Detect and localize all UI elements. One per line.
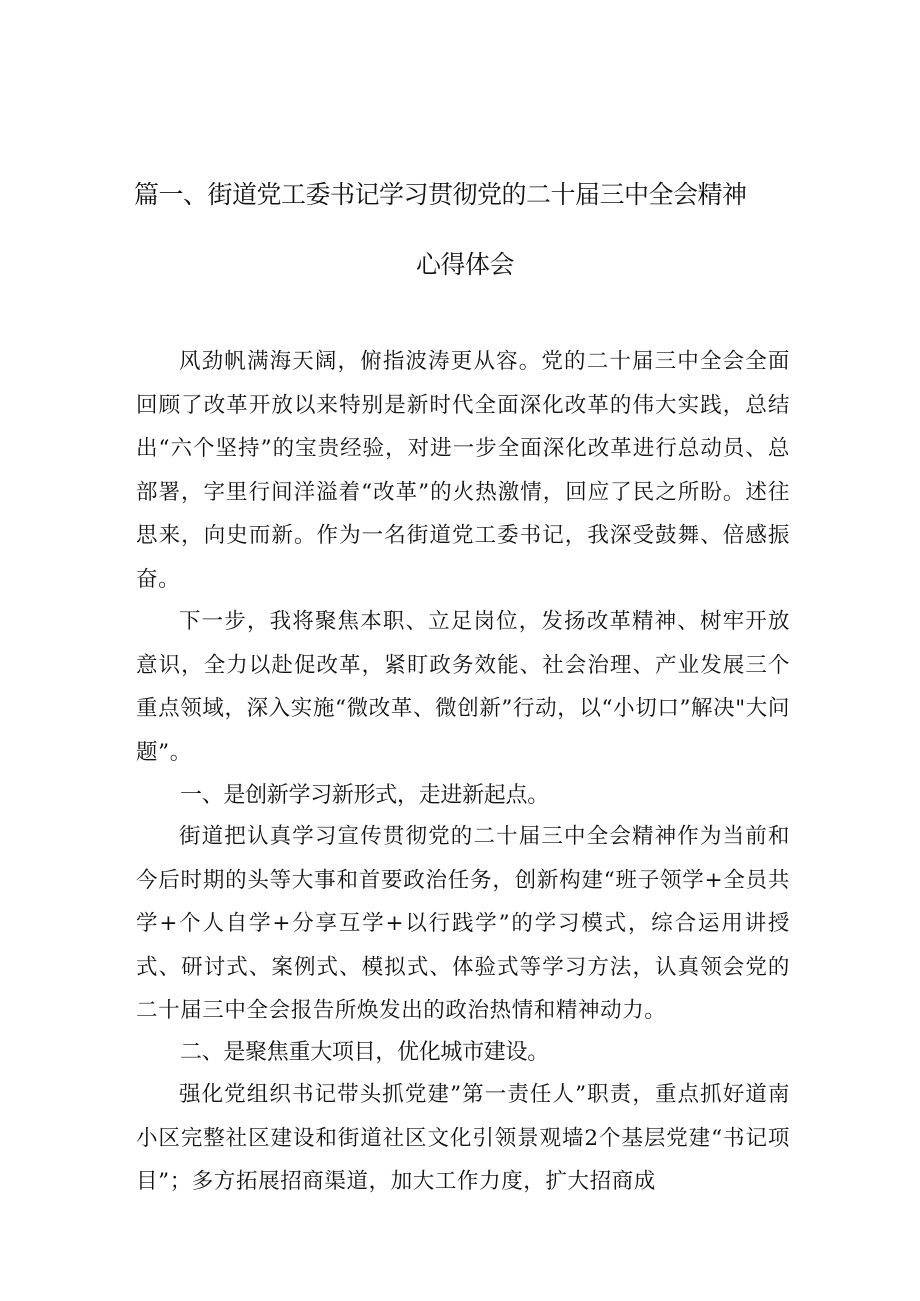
document-title-line-1: 篇一、街道党工委书记学习贯彻党的二十届三中全会精神 — [134, 180, 747, 209]
paragraph-intro: 风劲帆满海天阔，俯指波涛更从容。党的二十届三中全会全面回顾了改革开放以来特别是新时代全面深化改革的伟大实践，总结出“六个坚持”的宝贵经验，对进一步全面深化改革进行总动员、总部署，字里行间洋溢着“改革”的火热激情，回应了民之所盼。述往思来，向史而新。作为一名街道党工委书记，我深受鼓舞、倍感振奋。 — [136, 349, 790, 592]
paragraph-next-step: 下一步，我将聚焦本职、立足岗位，发扬改革精神、树牢开放意识，全力以赴促改革，紧盯政务效能、社会治理、产业发展三个重点领域，深入实施“微改革、微创新”行动，以“小切口”解决"大问题”。 — [136, 609, 790, 765]
section-1-paragraph: 街道把认真学习宣传贯彻党的二十届三中全会精神作为当前和今后时期的头等大事和首要政治任务，创新构建“班子领学+全员共学+个人自学+分享互学+以行践学”的学习模式，综合运用讲授式、研讨式、案例式、模拟式、体验式等学习方法，认真领会党的二十届三中全会报告所焕发出的政治热情和精神动力。 — [136, 824, 790, 1023]
section-heading-2: 二、是聚焦重大项目，优化城市建设。 — [180, 1040, 549, 1065]
section-heading-1: 一、是创新学习新形式，走进新起点。 — [180, 783, 549, 808]
document-title-line-2: 心得体会 — [416, 250, 515, 279]
section-2-paragraph: 强化党组织书记带头抓党建”第一责任人”职责，重点抓好道南小区完整社区建设和街道社区文化引领景观墙2个基层党建“书记项目”；多方拓展招商渠道，加大工作力度，扩大招商成 — [136, 1082, 790, 1194]
